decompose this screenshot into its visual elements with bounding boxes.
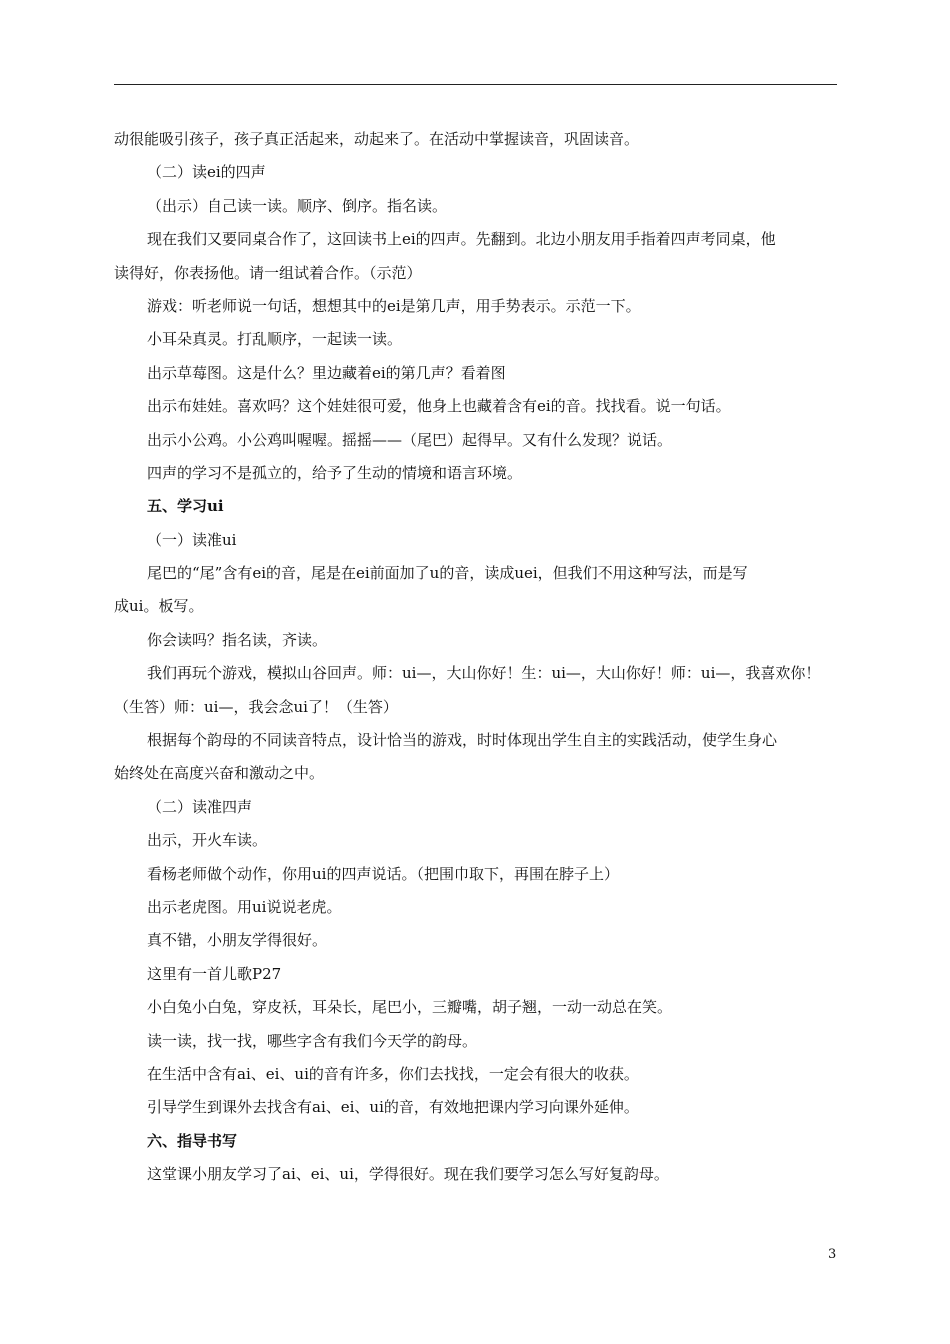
- text-line: 读一读，找一找，哪些字含有我们今天学的韵母。: [147, 1031, 478, 1050]
- text-line: （出示）自己读一读。顺序、倒序。指名读。: [147, 196, 448, 215]
- text-line: 这里有一首儿歌P27: [147, 964, 282, 983]
- text-line: 我们再玩个游戏，模拟山谷回声。师：ui—，大山你好！生：ui—，大山你好！师：ui—，我喜欢你！: [147, 664, 821, 683]
- section-heading: 五、学习ui: [147, 497, 224, 516]
- text-line: 出示老虎图。用ui说说老虎。: [147, 897, 342, 916]
- text-line: 动很能吸引孩子，孩子真正活起来，动起来了。在活动中掌握读音，巩固读音。: [114, 130, 640, 148]
- text-line: 出示草莓图。这是什么？里边藏着ei的第几声？看着图: [147, 363, 506, 382]
- text-line: 出示小公鸡。小公鸡叫喔喔。摇摇——（尾巴）起得早。又有什么发现？说话。: [147, 430, 673, 449]
- text-line: （二）读准四声: [147, 797, 253, 816]
- text-line: （一）读准ui: [147, 530, 237, 549]
- text-line: 真不错，小朋友学得很好。: [147, 931, 328, 950]
- text-line: （生答）师：ui—，我会念ui了！（生答）: [114, 697, 398, 716]
- text-line: 根据每个韵母的不同读音特点，设计恰当的游戏，时时体现出学生自主的实践活动，使学生身心: [147, 731, 778, 750]
- text-line: 引导学生到课外去找含有ai、ei、ui的音，有效地把课内学习向课外延伸。: [147, 1098, 639, 1117]
- text-line: 始终处在高度兴奋和激动之中。: [114, 764, 325, 783]
- text-line: 现在我们又要同桌合作了，这回读书上ei的四声。先翻到。北边小朋友用手指着四声考同桌，他: [147, 230, 776, 249]
- text-line: 四声的学习不是孤立的，给予了生动的情境和语言环境。: [147, 463, 523, 482]
- text-line: 尾巴的“尾”含有ei的音，尾是在ei前面加了u的音，读成uei，但我们不用这种写法，而是写: [147, 564, 748, 583]
- page-number: 3: [828, 1247, 837, 1262]
- text-line: 在生活中含有ai、ei、ui的音有许多，你们去找找，一定会有很大的收获。: [147, 1064, 639, 1083]
- text-line: 这堂课小朋友学习了ai、ei、ui，学得很好。现在我们要学习怎么写好复韵母。: [147, 1165, 669, 1184]
- text-line: 游戏：听老师说一句话，想想其中的ei是第几声，用手势表示。示范一下。: [147, 296, 641, 315]
- header-rule: [114, 84, 837, 85]
- document-body: [114, 123, 839, 1192]
- section-heading: 六、指导书写: [147, 1131, 238, 1150]
- text-line: 成ui。板写。: [114, 597, 204, 616]
- text-line: 小白兔小白兔，穿皮袄，耳朵长，尾巴小，三瓣嘴，胡子翘，一动一动总在笑。: [147, 998, 673, 1017]
- text-line: 出示，开火车读。: [147, 831, 268, 850]
- text-line: 你会读吗？指名读，齐读。: [147, 630, 328, 649]
- text-line: 看杨老师做个动作，你用ui的四声说话。（把围巾取下，再围在脖子上）: [147, 864, 619, 883]
- text-line: 小耳朵真灵。打乱顺序，一起读一读。: [147, 330, 403, 349]
- text-line: 读得好，你表扬他。请一组试着合作。（示范）: [114, 263, 422, 282]
- text-line: 出示布娃娃。喜欢吗？这个娃娃很可爱，他身上也藏着含有ei的音。找找看。说一句话。: [147, 397, 731, 416]
- text-line: （二）读ei的四声: [147, 163, 266, 182]
